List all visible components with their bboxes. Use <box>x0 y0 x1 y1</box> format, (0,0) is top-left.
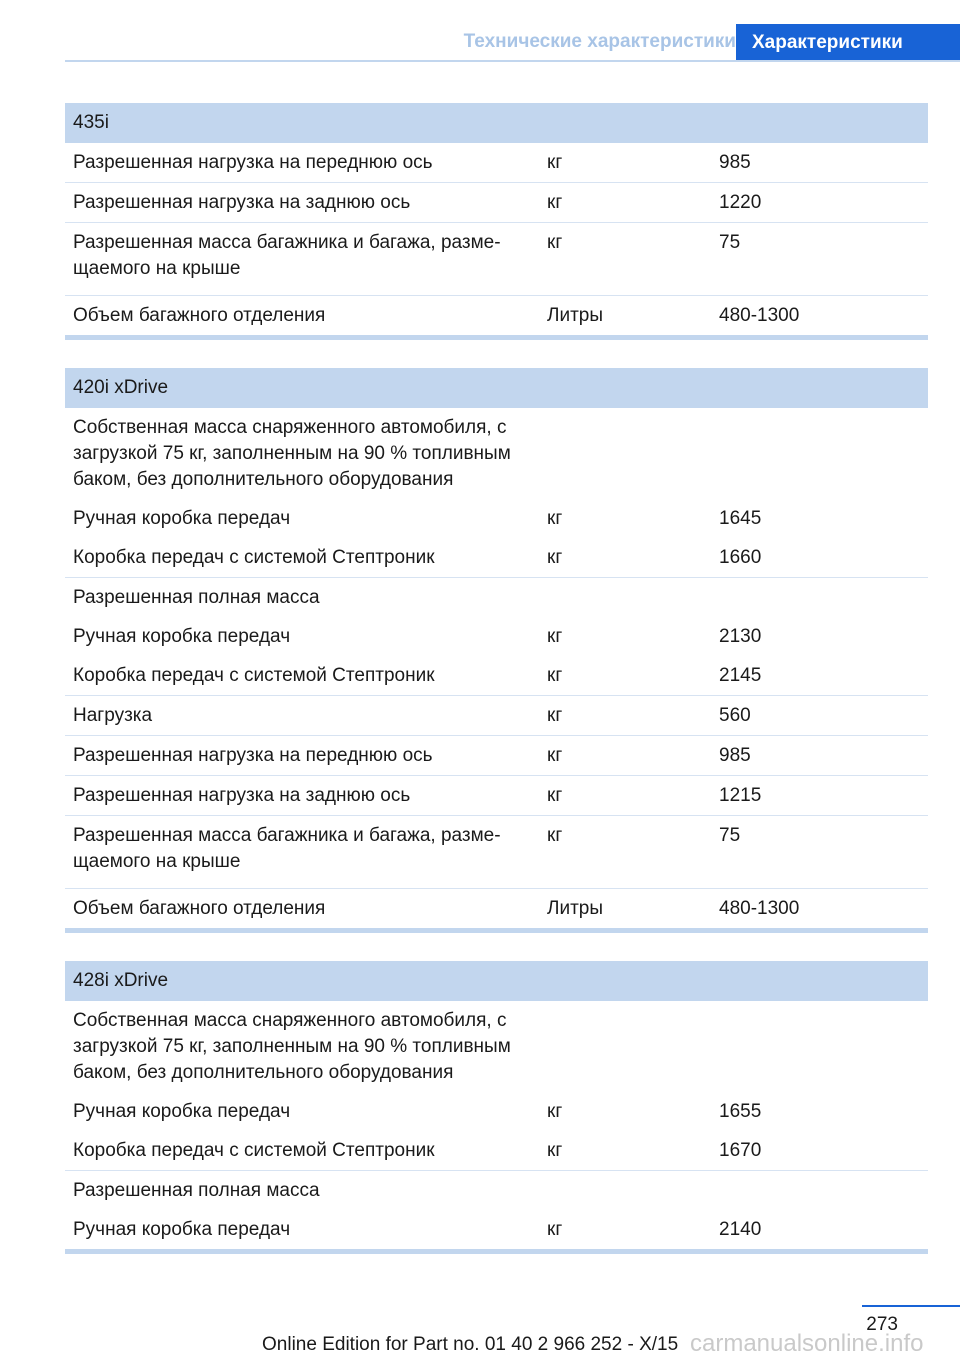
spec-table-420i-xdrive <box>65 368 928 933</box>
row-label: Разрешенная нагрузка на заднюю ось <box>73 785 411 806</box>
row-label: Разрешенная полная масса <box>73 1180 320 1201</box>
watermark: carmanualsonline.info <box>690 1330 924 1357</box>
row-unit: кг <box>547 825 563 846</box>
table-row <box>65 538 928 578</box>
row-value: 1220 <box>719 192 762 213</box>
spec-table-title: 435i <box>65 103 928 143</box>
row-unit: кг <box>547 1140 563 1161</box>
row-label: Объем багажного отделения <box>73 898 326 919</box>
row-value: 560 <box>719 705 751 726</box>
spec-table-title: 428i xDrive <box>65 961 928 1001</box>
table-row <box>65 1092 928 1131</box>
row-value: 75 <box>719 232 741 253</box>
row-unit <box>540 585 712 611</box>
table-row <box>65 1131 928 1171</box>
row-label: Нагрузка <box>73 705 153 726</box>
row-label: Разрешенная нагрузка на переднюю ось <box>73 745 433 766</box>
row-unit: кг <box>547 1101 563 1122</box>
page-header <box>65 24 960 62</box>
spec-table-title: 420i xDrive <box>65 368 928 408</box>
row-value: 2140 <box>719 1219 762 1240</box>
spec-table-435i <box>65 103 928 340</box>
table-row <box>65 1171 928 1210</box>
row-label: Разрешенная нагрузка на переднюю ось <box>73 152 433 173</box>
table-row <box>65 816 928 889</box>
row-value: 75 <box>719 825 741 846</box>
row-unit: кг <box>547 547 563 568</box>
row-unit: кг <box>547 508 563 529</box>
row-unit: Литры <box>547 898 604 919</box>
table-row <box>65 696 928 736</box>
row-unit: кг <box>547 192 563 213</box>
header-rule <box>65 60 960 62</box>
row-value <box>712 415 928 493</box>
row-label: Разрешенная нагрузка на заднюю ось <box>73 192 411 213</box>
header-tab-active[interactable]: Характеристики <box>736 24 960 62</box>
row-unit <box>540 415 712 493</box>
table-row <box>65 143 928 183</box>
row-label: Объем багажного отделения <box>73 305 326 326</box>
row-label: Собственная масса снаряженного автомобиля, с загрузкой 75 кг, заполненным на 90 % топливным баком, без дополнительного оборудования <box>73 1010 511 1083</box>
table-row <box>65 656 928 696</box>
row-unit: кг <box>547 705 563 726</box>
row-value: 1645 <box>719 508 762 529</box>
table-row <box>65 1210 928 1249</box>
row-value: 2130 <box>719 626 762 647</box>
row-unit: кг <box>547 626 563 647</box>
row-unit: кг <box>547 232 563 253</box>
table-row <box>65 617 928 656</box>
spec-table-428i-xdrive <box>65 961 928 1254</box>
row-label: Коробка передач с системой Стептроник <box>73 1140 435 1161</box>
row-value <box>712 585 928 611</box>
row-label: Коробка передач с системой Стептроник <box>73 665 435 686</box>
row-value <box>712 1178 928 1204</box>
table-row <box>65 223 928 296</box>
row-value: 480-1300 <box>719 898 800 919</box>
row-unit: Литры <box>547 305 604 326</box>
row-value: 1670 <box>719 1140 762 1161</box>
row-unit: кг <box>547 152 563 173</box>
row-label: Разрешенная масса багажника и багажа, разме-щаемого на крыше <box>73 232 501 279</box>
row-label: Разрешенная полная масса <box>73 587 320 608</box>
row-value: 1215 <box>719 785 762 806</box>
row-unit <box>540 1008 712 1086</box>
row-label: Собственная масса снаряженного автомобиля, с загрузкой 75 кг, заполненным на 90 % топливным баком, без дополнительного оборудования <box>73 417 511 490</box>
row-label: Ручная коробка передач <box>73 508 291 529</box>
row-unit: кг <box>547 1219 563 1240</box>
table-row <box>65 1001 928 1092</box>
row-label: Ручная коробка передач <box>73 1219 291 1240</box>
row-label: Разрешенная масса багажника и багажа, разме-щаемого на крыше <box>73 825 501 872</box>
table-row <box>65 776 928 816</box>
page-number-rule <box>862 1305 960 1307</box>
table-row <box>65 183 928 223</box>
row-label: Ручная коробка передач <box>73 1101 291 1122</box>
table-row <box>65 499 928 538</box>
row-value: 480-1300 <box>719 305 800 326</box>
row-value: 985 <box>719 745 751 766</box>
row-unit: кг <box>547 745 563 766</box>
table-row <box>65 889 928 928</box>
row-value <box>712 1008 928 1086</box>
footer-edition: Online Edition for Part no. 01 40 2 966 252 - X/15 <box>262 1334 679 1355</box>
row-unit: кг <box>547 785 563 806</box>
row-value: 1655 <box>719 1101 762 1122</box>
table-row <box>65 408 928 499</box>
row-value: 1660 <box>719 547 762 568</box>
table-row <box>65 296 928 335</box>
table-row <box>65 736 928 776</box>
row-unit: кг <box>547 665 563 686</box>
table-row <box>65 578 928 617</box>
row-label: Коробка передач с системой Стептроник <box>73 547 435 568</box>
row-unit <box>540 1178 712 1204</box>
row-label: Ручная коробка передач <box>73 626 291 647</box>
row-value: 985 <box>719 152 751 173</box>
header-section-title: Технические характеристики <box>463 31 736 52</box>
page-number: 273 <box>866 1314 898 1335</box>
row-value: 2145 <box>719 665 762 686</box>
spec-tables <box>65 103 928 1282</box>
